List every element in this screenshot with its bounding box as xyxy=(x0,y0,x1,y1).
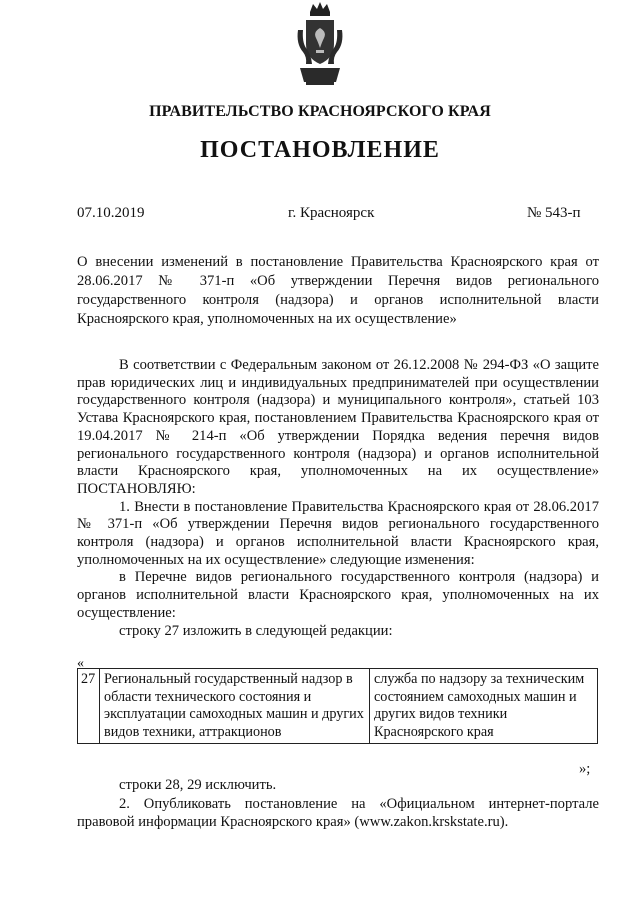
table-row xyxy=(78,669,598,744)
document-city: г. Красноярск xyxy=(288,205,375,221)
rows-28-29-paragraph: строки 28, 29 исключить. xyxy=(119,777,277,793)
document-subject: О внесении изменений в постановление Правительства Красноярского края от 28.06.2017 № 371-п «Об утверждении Перечня видов регионального государственного контроля (надзора) и органов исполнительной власти Красноярского края, уполномоченных на их осуществление» xyxy=(77,254,599,327)
document-tail xyxy=(77,776,599,832)
row-number: 27 xyxy=(78,669,100,744)
document-number: № 543-п xyxy=(527,205,581,221)
document-body xyxy=(77,357,599,640)
quote-close: »; xyxy=(579,761,591,777)
item-1-sub-paragraph: в Перечне видов регионального государственного контроля (надзора) и органов исполнительной власти Красноярского края, уполномоченных на их осуществление: xyxy=(77,569,599,621)
document-type: ПОСТАНОВЛЕНИЕ xyxy=(200,137,440,163)
item-2-paragraph: 2. Опубликовать постановление на «Официальном интернет-портале правовой информации Красноярского края» (www.zakon.krskstate.ru). xyxy=(77,795,599,830)
authority-cell: служба по надзору за техническим состоянием самоходных машин и других видов техники Красноярского края xyxy=(370,669,598,744)
amendment-table xyxy=(77,668,598,744)
preamble-paragraph: В соответствии с Федеральным законом от 26.12.2008 № 294-ФЗ «О защите прав юридических лиц и индивидуальных предпринимателей при осуществлении государственного контроля (надзора) и муниципального контроля», статьей 103 Устава Красноярского края, постановлением Правительства Красноярского края от 19.04.2017 № 214-п «Об утверждении Порядка ведения перечня видов регионального государственного контроля (надзора) и органов исполнительной власти Красноярского края, уполномоченных на их осуществление» ПОСТАНОВЛЯЮ: xyxy=(77,357,599,497)
quote-open: « xyxy=(77,656,84,671)
control-type-cell: Региональный государственный надзор в области технического состояния и эксплуатации самоходных машин и других видов техники, аттракционов xyxy=(100,669,370,744)
coat-of-arms-icon xyxy=(292,0,348,88)
row-27-intro: строку 27 изложить в следующей редакции: xyxy=(119,622,393,639)
government-name: ПРАВИТЕЛЬСТВО КРАСНОЯРСКОГО КРАЯ xyxy=(149,103,491,120)
item-1-paragraph: 1. Внести в постановление Правительства Красноярского края от 28.06.2017 № 371-п «Об утверждении Перечня видов регионального государственного контроля (надзора) и органов исполнительной власти Красноярского края, уполномоченных на их осуществление» следующие изменения: xyxy=(77,498,599,568)
document-date: 07.10.2019 xyxy=(77,205,145,221)
